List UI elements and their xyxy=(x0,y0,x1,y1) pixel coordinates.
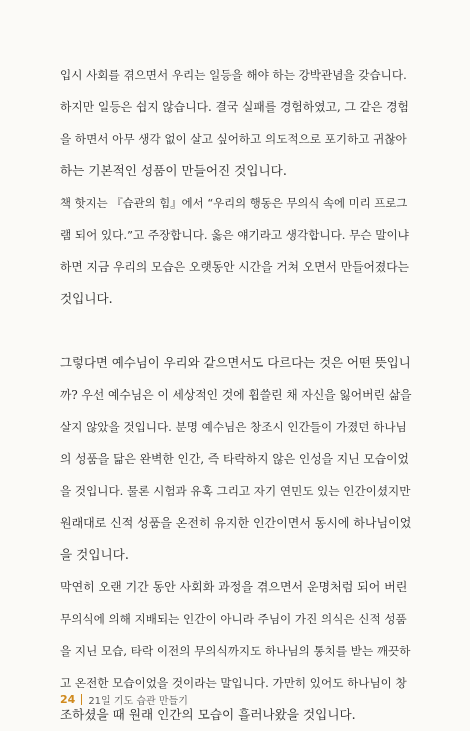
page-footer xyxy=(60,692,188,707)
page-number: 24 xyxy=(60,693,76,706)
footer-divider xyxy=(81,694,82,705)
text-line: 램 되어 있다.”고 주장합니다. 옳은 얘기라고 생각합니다. 무슨 말이냐 xyxy=(60,228,409,242)
body-text xyxy=(60,59,412,731)
text-line: 하는 기본적인 성품이 만들어진 것입니다. xyxy=(60,163,287,178)
text-line: 고 온전한 모습이었을 것이라는 말입니다. 가만히 있어도 하나님이 창 xyxy=(60,676,407,690)
text-line: 의 성품을 닮은 완벽한 인간, 즉 타락하지 않은 인성을 지닌 모습이었 xyxy=(60,452,409,466)
text-line: 입시 사회를 겪으면서 우리는 일등을 해야 하는 강박관념을 갖습니다. xyxy=(60,68,407,82)
text-line: 책 핫지는 『습관의 힘』에서 “우리의 행동은 무의식 속에 미리 프로그 xyxy=(60,196,408,210)
text-line: 을 것입니다. xyxy=(60,547,129,562)
text-line: 원래대로 신적 성품을 온전히 유지한 인간이면서 동시에 하나님이었 xyxy=(60,516,412,530)
text-line: 그렇다면 예수님이 우리와 같으면서도 다르다는 것은 어떤 뜻입니 xyxy=(60,355,411,370)
paragraph-gap xyxy=(60,315,412,347)
book-title: 21일 기도 습관 만들기 xyxy=(88,696,188,707)
text-line: 것입니다. xyxy=(60,291,113,306)
text-line: 조하셨을 때 원래 인간의 모습이 흘러나왔을 것입니다. xyxy=(60,707,356,722)
text-line: 을 지닌 모습, 타락 이전의 무의식까지도 하나님의 통치를 받는 깨끗하 xyxy=(60,644,411,658)
text-line: 막연히 오랜 기간 동안 사회화 과정을 겪으면서 운명처럼 되어 버린 xyxy=(60,580,408,594)
text-line: 을 것입니다. 물론 시험과 유혹 그리고 자기 연민도 있는 인간이셨지만 xyxy=(60,484,411,498)
text-line: 을 하면서 아무 생각 없이 살고 싶어하고 의도적으로 포기하고 귀찮아 xyxy=(60,132,407,146)
text-line: 까? 우선 예수님은 이 세상적인 것에 휩쓸린 채 자신을 잃어버린 삶을 xyxy=(60,388,412,402)
text-line: 하지만 일등은 쉽지 않습니다. 결국 실패를 경험하였고, 그 같은 경험 xyxy=(60,100,409,114)
text-line: 하면 지금 우리의 모습은 오랫동안 시간을 거쳐 오면서 만들어졌다는 xyxy=(60,260,410,274)
text-line: 무의식에 의해 지배되는 인간이 아니라 주님이 가진 의식은 신적 성품 xyxy=(60,612,407,626)
text-line: 살지 않았을 것입니다. 분명 예수님은 창조시 인간들이 가졌던 하나님 xyxy=(60,420,407,434)
